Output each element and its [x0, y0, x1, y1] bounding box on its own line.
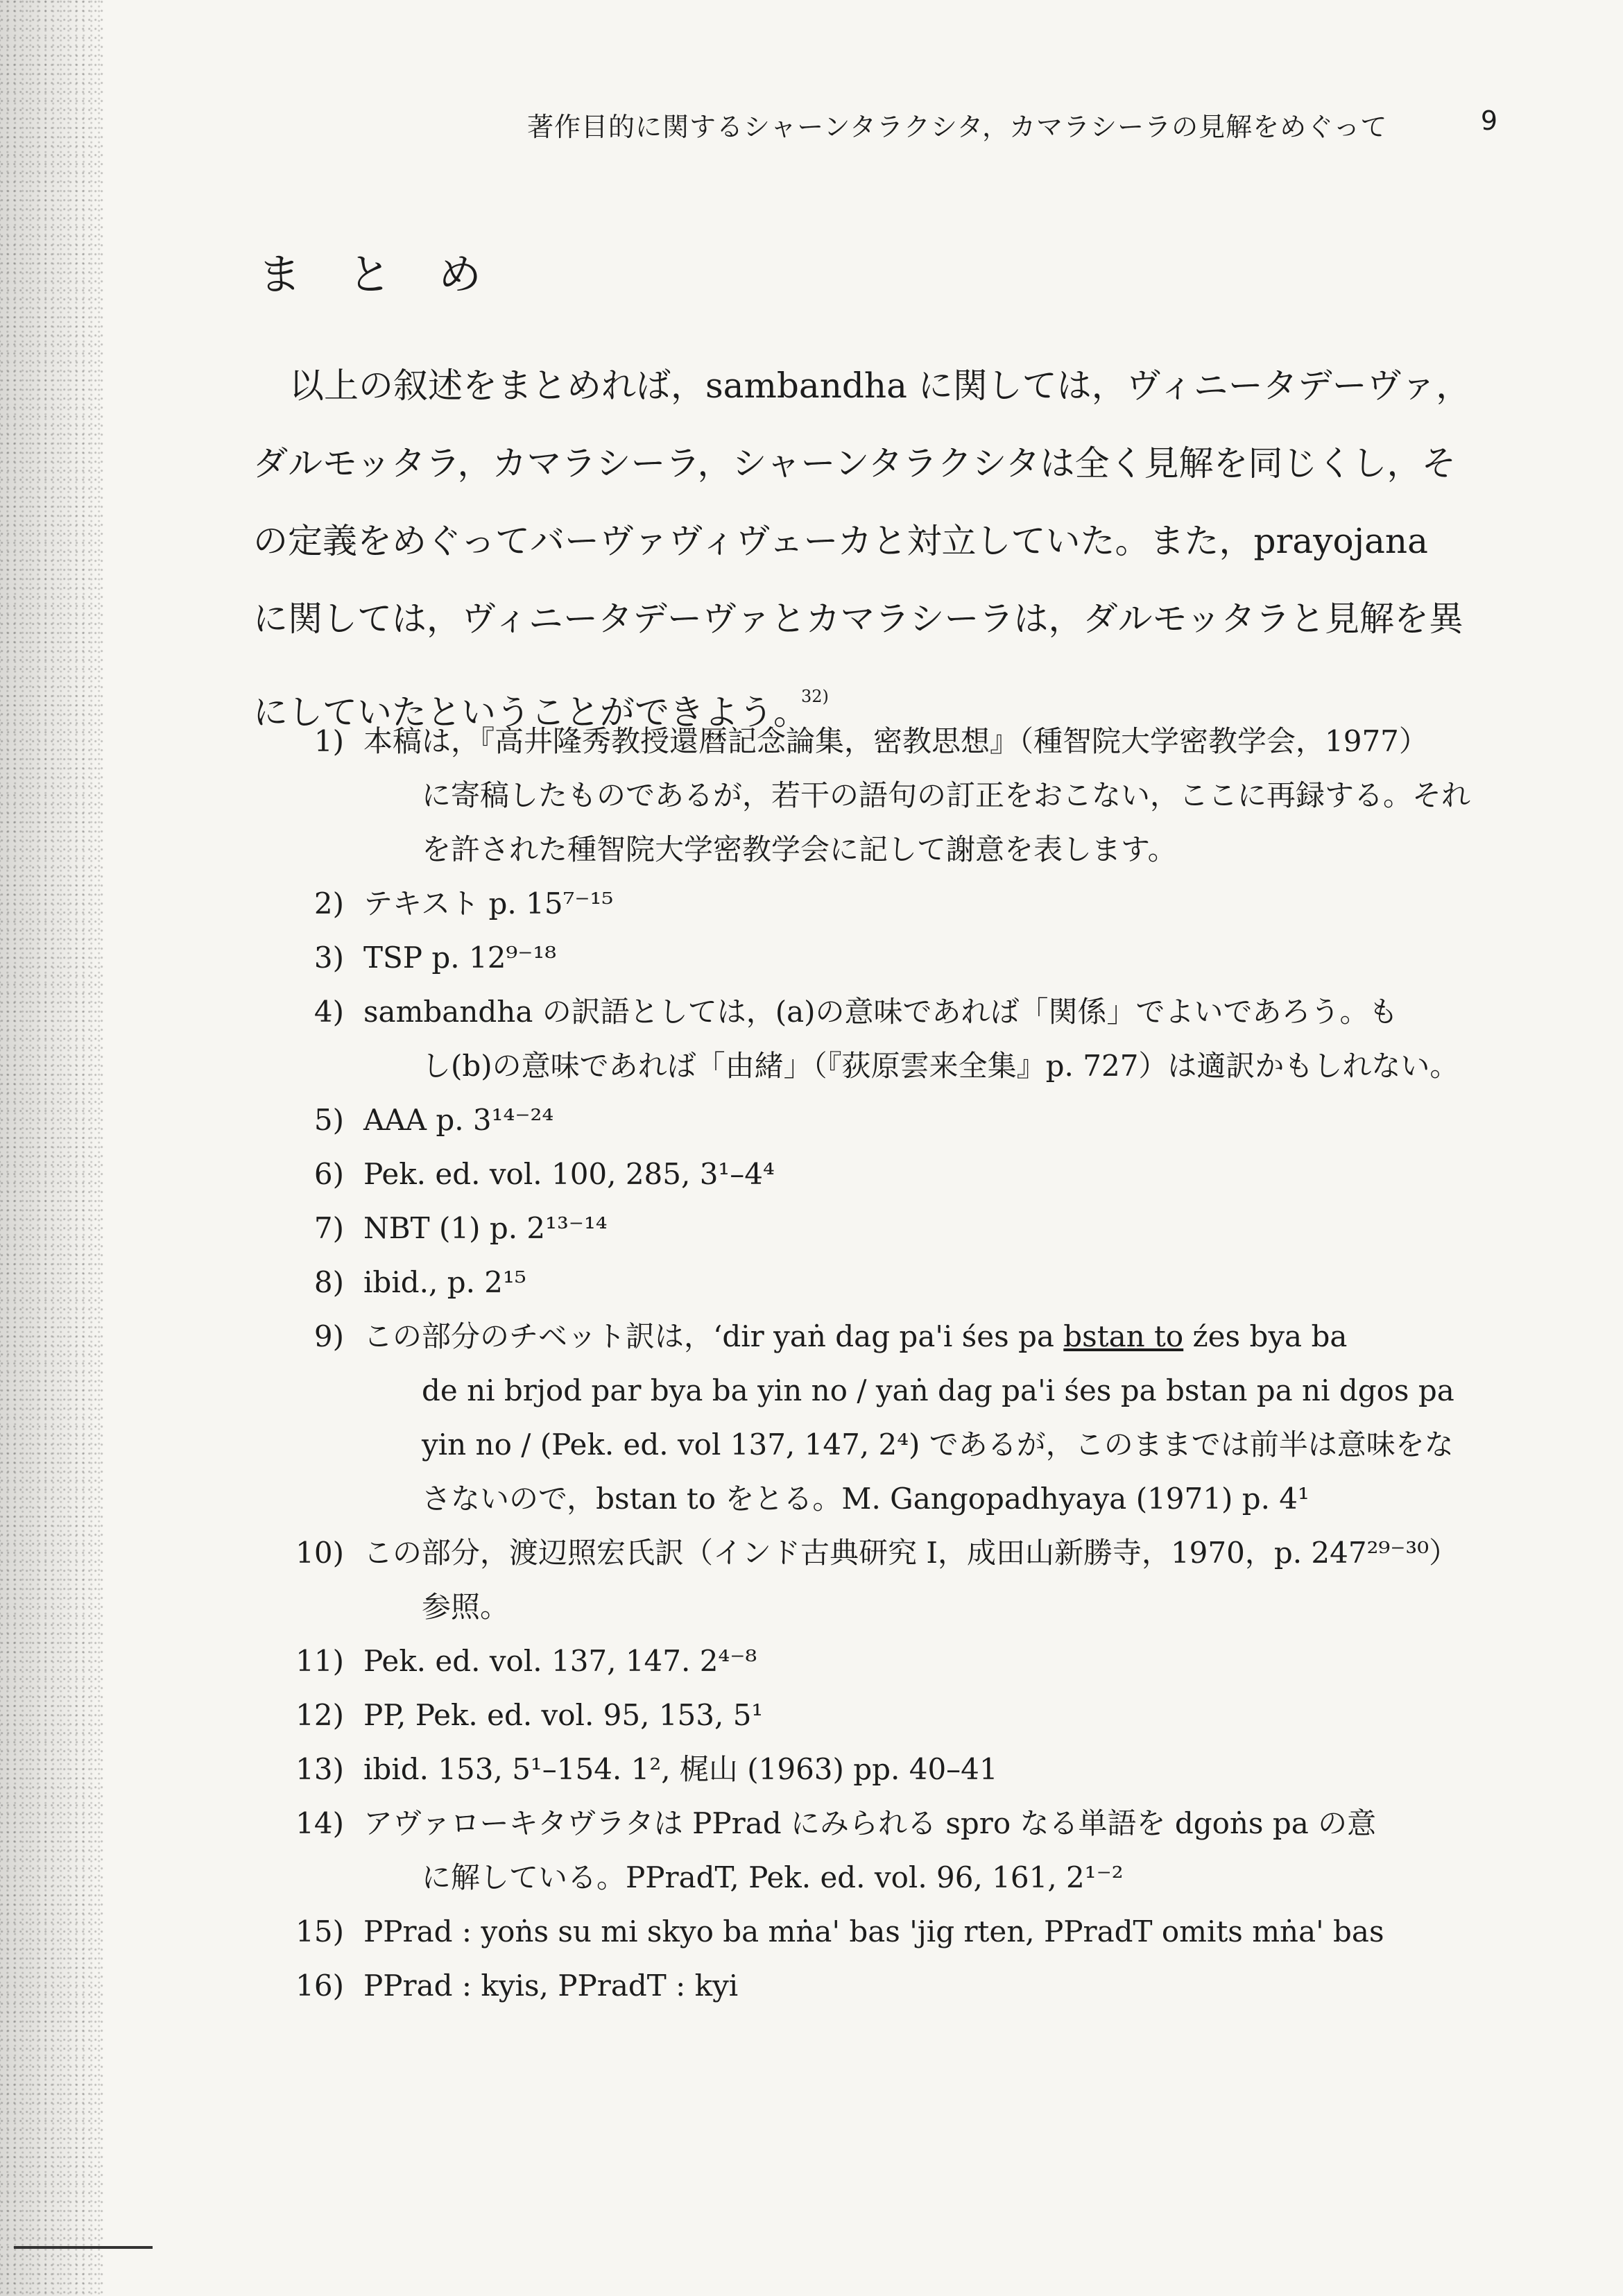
note-number: 5): [314, 1103, 344, 1137]
note-text: Pek. ed. vol. 137, 147. 2⁴⁻⁸: [363, 1644, 757, 1678]
note-number: 10): [295, 1536, 344, 1570]
note-number: 7): [314, 1211, 344, 1245]
note-text: TSP p. 12⁹⁻¹⁸: [363, 941, 557, 975]
paragraph-line-text: にしていたということができよう。: [253, 692, 808, 733]
footnotes: [284, 714, 1484, 2013]
scan-artifact-line: [14, 2246, 153, 2249]
note-text: sambandha の訳語としては，(a)の意味であれば「関係」でよいであろう。も: [363, 995, 1398, 1029]
note-text: 本稿は，『高井隆秀教授還暦記念論集，密教思想』（種智院大学密教学会，1977）: [363, 724, 1428, 758]
note-line: [284, 1580, 1484, 1634]
note-text: Pek. ed. vol. 100, 285, 3¹–4⁴: [363, 1157, 775, 1191]
note-line: [284, 1634, 1484, 1688]
note-number: 11): [295, 1644, 344, 1678]
note-line: [284, 769, 1484, 823]
note-line: [284, 1256, 1484, 1310]
note-number: 8): [314, 1265, 344, 1299]
note-text: AAA p. 3¹⁴⁻²⁴: [363, 1103, 554, 1137]
paragraph-line: 以上の叙述をまとめれば，sambandha に関しては，ヴィニータデーヴァ，: [289, 366, 1471, 406]
note-text: PPrad : kyis, PPradT : kyi: [363, 1969, 739, 2003]
note-line: [284, 1093, 1484, 1147]
note-text: アヴァローキタヴラタは PPrad にみられる spro なる単語を dgoṅs pa の意: [363, 1806, 1377, 1840]
note-line: [284, 1472, 1484, 1526]
scan-edge-noise: [0, 0, 104, 2296]
paragraph-line: の定義をめぐってバーヴァヴィヴェーカと対立していた。また，prayojana: [253, 521, 1428, 561]
note-line: [284, 931, 1484, 985]
note-line: [284, 1851, 1484, 1905]
note-number: 15): [295, 1914, 344, 1948]
note-text: テキスト p. 15⁷⁻¹⁵: [363, 886, 614, 920]
note-text: この部分のチベット訳は，‘dir yaṅ dag pa'i śes pa: [363, 1319, 1064, 1353]
note-text: PPrad : yoṅs su mi skyo ba mṅa' bas 'jig rten, PPradT omits mṅa' bas: [363, 1914, 1384, 1948]
note-line: [284, 877, 1484, 931]
note-line: [284, 1039, 1484, 1093]
note-text: de ni brjod par bya ba yin no / yaṅ dag pa'i śes pa bstan pa ni dgos pa: [422, 1373, 1454, 1407]
note-line: [284, 1905, 1484, 1959]
note-line: [284, 1959, 1484, 2013]
note-number: 2): [314, 886, 344, 920]
note-number: 9): [314, 1319, 344, 1353]
note-line: [284, 823, 1484, 877]
note-text: PP, Pek. ed. vol. 95, 153, 5¹: [363, 1698, 764, 1732]
note-line: [284, 1364, 1484, 1418]
note-number: 6): [314, 1157, 344, 1191]
note-text: し(b)の意味であれば「由緒」（『荻原雲来全集』p. 727）は適訳かもしれない。: [422, 1049, 1459, 1083]
note-text: に寄稿したものであるが，若干の語句の訂正をおこない，ここに再録する。それ: [422, 778, 1471, 812]
note-line: [284, 1688, 1484, 1742]
paragraph-line: ダルモッタラ，カマラシーラ，シャーンタラクシタは全く見解を同じくし，そ: [253, 443, 1457, 483]
note-line: [284, 1742, 1484, 1797]
note-number: 3): [314, 941, 344, 975]
paragraph-line: に関しては，ヴィニータデーヴァとカマラシーラは，ダルモッタラと見解を異: [253, 599, 1463, 639]
note-text: を許された種智院大学密教学会に記して謝意を表します。: [422, 832, 1177, 866]
note-line: [284, 714, 1484, 769]
note-text: NBT (1) p. 2¹³⁻¹⁴: [363, 1211, 608, 1245]
summary-paragraph: [253, 347, 1484, 735]
note-text: ibid., p. 2¹⁵: [363, 1265, 526, 1299]
note-number: 1): [314, 724, 344, 758]
note-text: yin no / (Pek. ed. vol 137, 147, 2⁴) であるが，このままでは前半は意味をな: [422, 1428, 1454, 1462]
note-text: 参照。: [422, 1590, 510, 1624]
running-header: [527, 105, 1498, 147]
running-title: 著作目的に関するシャーンタラクシタ，カマラシーラの見解をめぐって: [527, 112, 1388, 142]
note-number: 4): [314, 995, 344, 1029]
section-heading: まとめ: [258, 249, 529, 300]
note-line: [284, 1201, 1484, 1256]
note-text: ibid. 153, 5¹–154. 1², 梶山 (1963) pp. 40–41: [363, 1752, 998, 1786]
note-line: [284, 1526, 1484, 1580]
note-line: [284, 1310, 1484, 1364]
underlined-text: bstan to: [1063, 1319, 1184, 1353]
footnote-reference: 32): [801, 687, 829, 706]
note-line: [284, 985, 1484, 1039]
note-number: 13): [295, 1752, 344, 1786]
note-number: 16): [295, 1969, 344, 2003]
note-number: 14): [295, 1806, 344, 1840]
note-text: さないので，bstan to をとる。M. Gangopadhyaya (1971) p. 4¹: [422, 1482, 1309, 1516]
note-line: [284, 1147, 1484, 1201]
note-text: źes bya ba: [1183, 1319, 1348, 1353]
note-text: この部分，渡辺照宏氏訳（インド古典研究 I，成田山新勝寺，1970，p. 247²⁹⁻³⁰）: [363, 1536, 1459, 1570]
page-number: 9: [1480, 105, 1498, 136]
note-text: に解している。PPradT, Pek. ed. vol. 96, 161, 2¹⁻²: [422, 1860, 1124, 1894]
note-number: 12): [295, 1698, 344, 1732]
note-line: [284, 1797, 1484, 1851]
note-line: [284, 1418, 1484, 1472]
